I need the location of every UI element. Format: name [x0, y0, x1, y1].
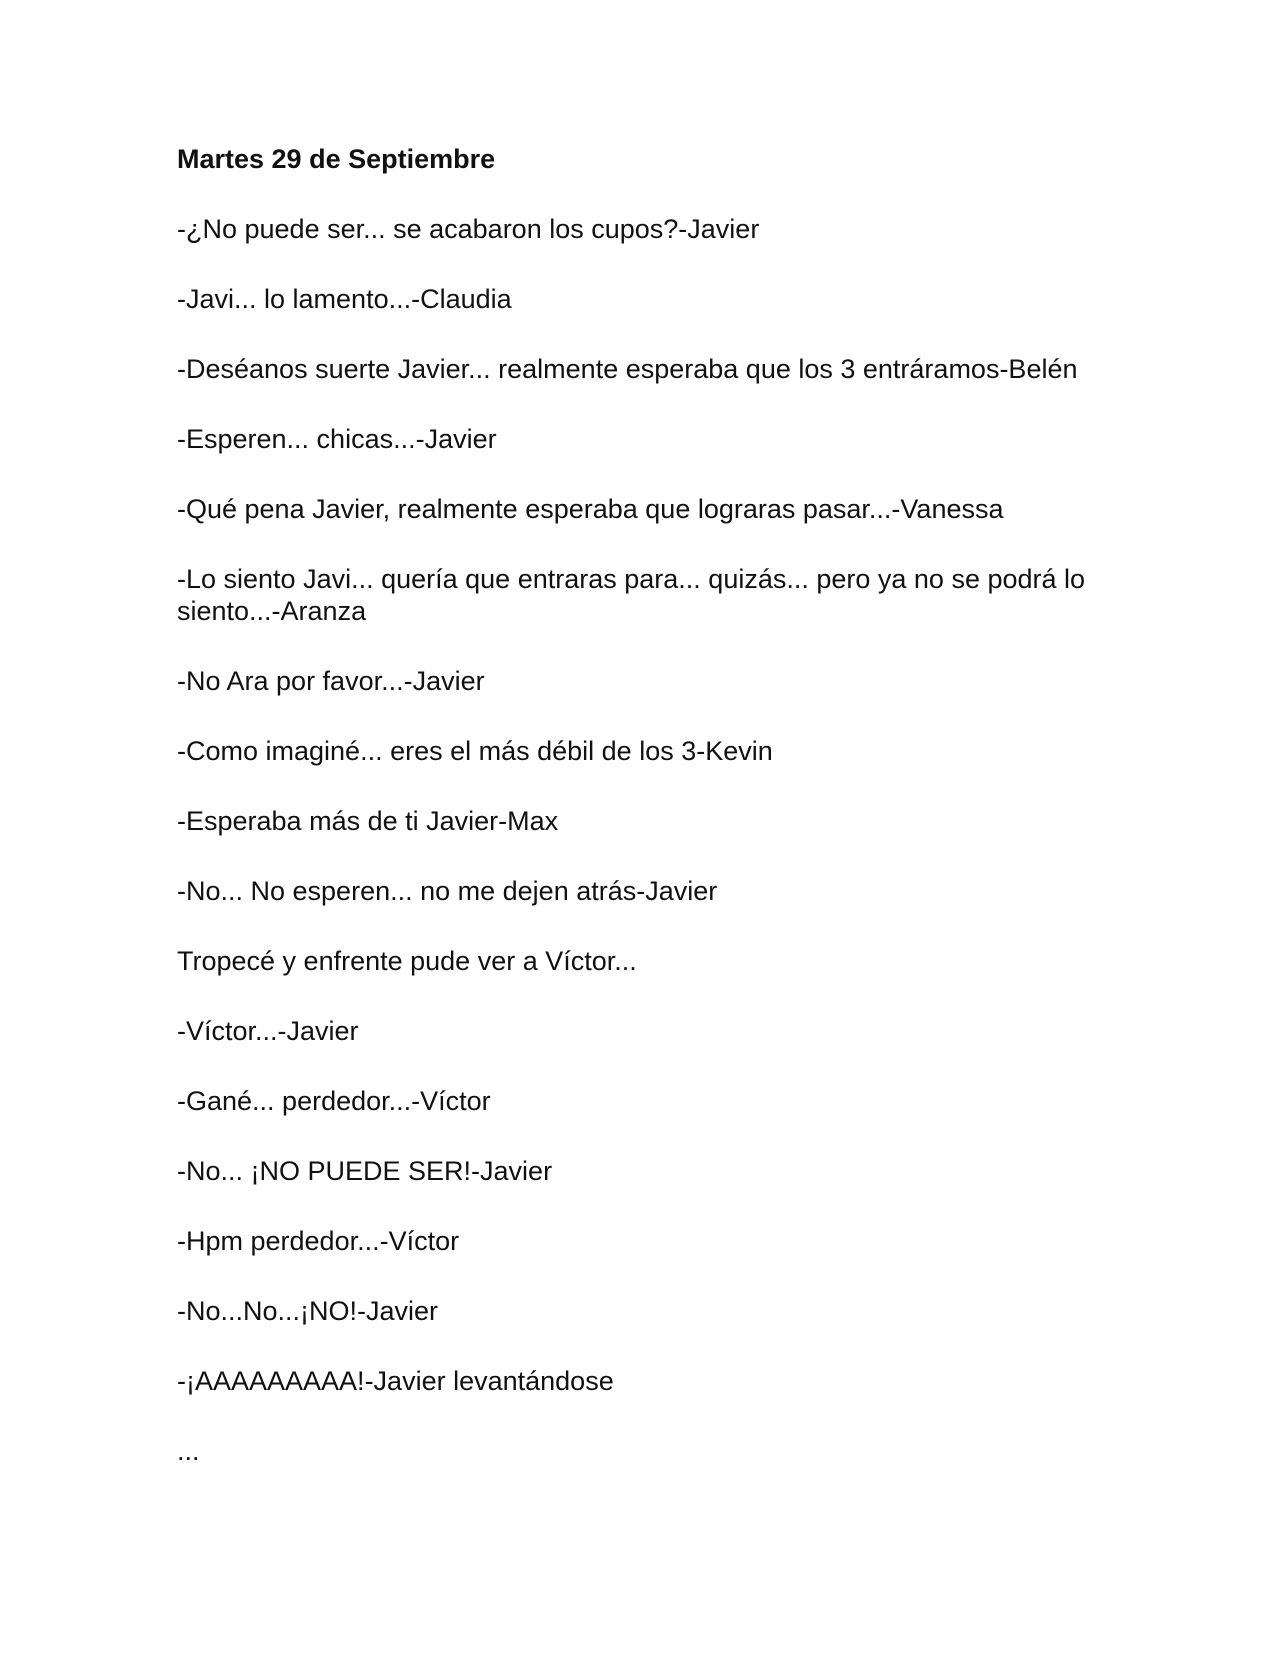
paragraph: -Víctor...-Javier [177, 1016, 359, 1046]
paragraph: -No Ara por favor...-Javier [177, 666, 485, 696]
paragraph: -Javi... lo lamento...-Claudia [177, 284, 512, 314]
paragraph: -Deséanos suerte Javier... realmente esperaba que los 3 entráramos-Belén [177, 354, 1078, 384]
paragraph: -Gané... perdedor...-Víctor [177, 1086, 491, 1116]
paragraph: Tropecé y enfrente pude ver a Víctor... [177, 946, 637, 976]
paragraph: -Esperen... chicas...-Javier [177, 424, 497, 454]
paragraph: -Hpm perdedor...-Víctor [177, 1226, 460, 1256]
paragraph: ... [177, 1436, 200, 1466]
paragraph: -¡AAAAAAAAA!-Javier levantándose [177, 1366, 614, 1396]
paragraph: -Lo siento Javi... quería que entraras para... quizás... pero ya no se podrá lo siento...-Aranza [177, 564, 1086, 626]
paragraph: -Qué pena Javier, realmente esperaba que lograras pasar...-Vanessa [177, 494, 1004, 524]
page-title: Martes 29 de Septiembre [177, 144, 496, 174]
paragraph: -No...No...¡NO!-Javier [177, 1296, 439, 1326]
document-page [177, 143, 1117, 1505]
paragraph: -No... ¡NO PUEDE SER!-Javier [177, 1156, 553, 1186]
paragraph: -¿No puede ser... se acabaron los cupos?-Javier [177, 214, 760, 244]
paragraph: -No... No esperen... no me dejen atrás-Javier [177, 876, 718, 906]
paragraph: -Esperaba más de ti Javier-Max [177, 806, 559, 836]
paragraph: -Como imaginé... eres el más débil de los 3-Kevin [177, 736, 773, 766]
